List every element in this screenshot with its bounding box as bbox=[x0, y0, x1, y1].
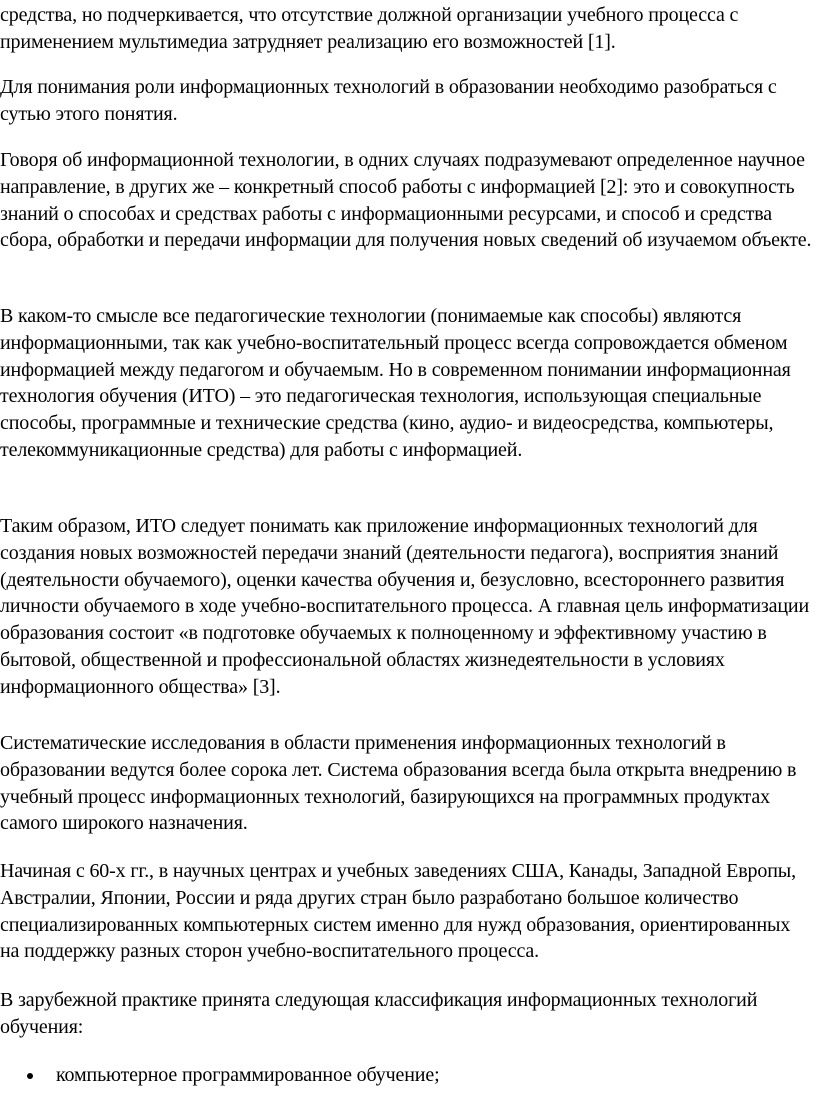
classification-list bbox=[0, 1062, 812, 1089]
paragraph-2: Для понимания роли информационных технологий в образовании необходимо разобраться с сутью этого понятия. bbox=[0, 76, 777, 125]
list-item-text: компьютерное программированное обучение; bbox=[56, 1064, 440, 1086]
bullet-icon bbox=[27, 1073, 33, 1079]
paragraph-7: Начиная с 60-х гг., в научных центрах и учебных заведениях США, Канады, Западной Европы, Австралии, Японии, России и ряда других стран было разработано большое количество специализированных компьютерных систем именно для нужд образования, ориентированных на поддержку разных сторон учебно-воспитательного процесса. bbox=[0, 860, 796, 963]
paragraph-1: средства, но подчеркивается, что отсутствие должной организации учебного процесса с применением мультимедиа затрудняет реализацию его возможностей [1]. bbox=[0, 4, 739, 53]
paragraph-5: Таким образом, ИТО следует понимать как приложение информационных технологий для создания новых возможностей передачи знаний (деятельности педагога), восприятия знаний (деятельности обучаемого), оценки качества обучения и, безусловно, всестороннего развития личности обучаемого в ходе учебно-воспитательного процесса. А главная цель информатизации образования состоит «в подготовке обучаемых к полноценному и эффективному участию в бытовой, общественной и профессиональной областях жизнедеятельности в условиях информационного общества» [3]. bbox=[0, 515, 810, 698]
paragraph-4: В каком-то смысле все педагогические технологии (понимаемые как способы) являются информационными, так как учебно-воспитательный процесс всегда сопровождается обменом информацией между педагогом и обучаемым. Но в современном понимании информационная технология обучения (ИТО) – это педагогическая технология, использующая специальные способы, программные и технические средства (кино, аудио- и видеосредства, компьютеры, телекоммуникационные средства) для работы с информацией. bbox=[0, 305, 791, 461]
paragraph-6: Систематические исследования в области применения информационных технологий в образовании ведутся более сорока лет. Система образования всегда была открыта внедрению в учебный процесс информационных технологий, базирующихся на программных продуктах самого широкого назначения. bbox=[0, 732, 797, 835]
list-item bbox=[0, 1062, 812, 1089]
paragraph-3: Говоря об информационной технологии, в одних случаях подразумевают определенное научное направление, в других же – конкретный способ работы с информацией [2]: это и совокупность знаний о способах и средствах работы с информационными ресурсами, и способ и средства сбора, обработки и передачи информации для получения новых сведений об изучаемом объекте. bbox=[0, 149, 812, 252]
paragraph-8: В зарубежной практике принята следующая классификация информационных технологий обучения: bbox=[0, 989, 758, 1038]
